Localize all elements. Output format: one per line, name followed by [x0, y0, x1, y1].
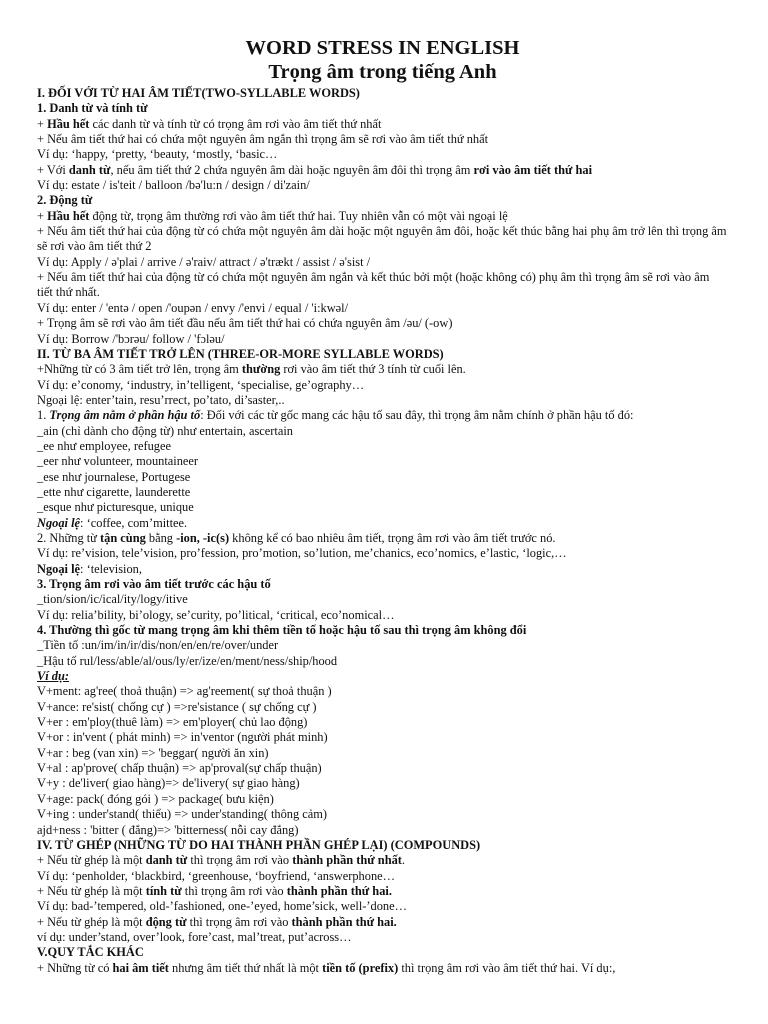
- example-line: ví dụ: under’stand, over’look, fore’cast, mal’treat, put’across…: [37, 929, 352, 944]
- section-heading-two-syllable: I. ĐỐI VỚI TỪ HAI ÂM TIẾT(TWO-SYLLABLE WORDS): [37, 86, 360, 100]
- suffix-list: _Hậu tố rul/less/able/al/ous/ly/er/ize/en/ment/ness/ship/hood: [37, 653, 338, 668]
- suffix-list: _tion/sion/ic/ical/ity/logy/itive: [37, 592, 188, 607]
- affix-example: V+al : ap'prove( chấp thuận) => ap'proval(sự chấp thuận): [37, 761, 322, 776]
- example-line: Ví dụ: ‘penholder, ‘blackbird, ‘greenhouse, ‘boyfriend, ‘answerphone…: [37, 868, 396, 883]
- example-line: Ví dụ: estate / is'teit / balloon /bə'lu:n / design / di'zain/: [37, 178, 310, 193]
- subheading-verbs: 2. Động từ: [37, 193, 93, 208]
- suffix-list-item: _esque như picturesque, unique: [37, 500, 194, 515]
- rule-line: 1. Trọng âm nằm ở phần hậu tố: Đối với các từ gốc mang các hậu tố sau đây, thì trọng âm nằm chính ở phần hậu tố đó:: [37, 408, 634, 423]
- rule-line: 2. Những từ tận cùng bằng -ion, -ic(s) không kể có bao nhiêu âm tiết, trọng âm rơi vào âm tiết trước nó.: [37, 530, 556, 545]
- example-line: Ví dụ: e’conomy, ‘industry, in’telligent, ‘specialise, ge’ography…: [37, 377, 365, 392]
- affix-example: V+ing : under'stand( thiểu) => under'standing( thông cảm): [37, 807, 328, 822]
- rule-heading-suffixes: 3. Trọng âm rơi vào âm tiết trước các hậu tố: [37, 577, 271, 591]
- affix-example: V+ar : beg (van xin) => 'beggar( người ăn xin): [37, 745, 269, 760]
- example-line: Ví dụ: bad-’tempered, old-’fashioned, one-’eyed, home’sick, well-’done…: [37, 899, 407, 914]
- rule-line: + Nếu từ ghép là một tính từ thì trọng âm rơi vào thành phần thứ hai.: [37, 883, 392, 898]
- document-subtitle: Trọng âm trong tiếng Anh: [268, 61, 497, 83]
- section-heading-other-rules: V.QUY TẮC KHÁC: [37, 945, 144, 960]
- suffix-list-item: _eer như volunteer, mountaineer: [37, 454, 199, 469]
- affix-example: V+ance: re'sist( chống cự ) =>re'sistance ( sự chống cự ): [37, 699, 317, 714]
- rule-line: + Nếu từ ghép là một danh từ thì trọng âm rơi vào thành phần thứ nhất.: [37, 853, 406, 868]
- affix-example: V+y : de'liver( giao hàng)=> de'livery( sự giao hàng): [37, 776, 300, 791]
- example-line: Ví dụ: relia’bility, bi’ology, se’curity, po’litical, ‘critical, eco’nomical…: [37, 607, 395, 622]
- exception-line: Ngoại lệ: enter’tain, resu’rrect, po’tato, di’saster,..: [37, 392, 285, 407]
- affix-example: V+er : em'ploy(thuê làm) => em'ployer( chủ lao động): [37, 715, 308, 730]
- rule-line: + Trọng âm sẽ rơi vào âm tiết đầu nếu âm tiết thứ hai có chứa nguyên âm /əu/ (-ow): [37, 316, 453, 331]
- subheading-nouns-adjectives: 1. Danh từ và tính từ: [37, 101, 148, 116]
- suffix-list-item: _ette như cigarette, launderette: [37, 484, 191, 499]
- example-line: Ví dụ: re’vision, tele’vision, pro’fession, pro’motion, so’lution, me’chanics, eco’nomics, e’lastic, ‘logic,…: [37, 546, 567, 561]
- exception-line: Ngoại lệ: ‘coffee, com’mittee.: [37, 515, 188, 530]
- affix-example: V+ment: ag'ree( thoả thuận) => ag'reement( sự thoả thuận ): [37, 684, 332, 699]
- document-title: WORD STRESS IN ENGLISH: [245, 37, 520, 59]
- section-heading-compounds: IV. TỪ GHÉP (NHỮNG TỪ DO HAI THÀNH PHẦN GHÉP LẠI) (COMPOUNDS): [37, 837, 481, 852]
- example-label: Ví dụ:: [37, 669, 70, 684]
- exception-line: Ngoại lệ: ‘television,: [37, 561, 142, 576]
- prefix-list: _Tiền tố :un/im/in/ir/dis/non/en/en/re/over/under: [37, 638, 279, 653]
- rule-line: + Hầu hết các danh từ và tính từ có trọng âm rơi vào âm tiết thứ nhất: [37, 116, 382, 131]
- example-line: Ví dụ: enter / 'entə / open /'oupən / envy /'envi / equal / 'i:kwəl/: [37, 300, 349, 315]
- example-line: Ví dụ: Borrow /'bɔrəu/ follow / 'fɔləu/: [37, 331, 225, 346]
- affix-example: ajd+ness : 'bitter ( đắng)=> 'bitterness( nỗi cay đắng): [37, 822, 299, 837]
- affix-example: V+age: pack( đóng gói ) => package( bưu kiện): [37, 791, 274, 806]
- rule-line: + Hầu hết động từ, trọng âm thường rơi vào âm tiết thứ hai. Tuy nhiên vẫn có một vài ngoại lệ: [37, 208, 508, 223]
- rule-line: +Những từ có 3 âm tiết trở lên, trọng âm thường rơi vào âm tiết thứ 3 tính từ cuối lên.: [37, 362, 466, 377]
- suffix-list-item: _ese như journalese, Portugese: [37, 469, 191, 484]
- rule-line: + Với danh từ, nếu âm tiết thứ 2 chứa nguyên âm dài hoặc nguyên âm đôi thì trọng âm rơi vào âm tiết thứ hai: [37, 162, 593, 177]
- suffix-list-item: _ee như employee, refugee: [37, 438, 171, 453]
- section-heading-three-syllable: II. TỪ BA ÂM TIẾT TRỞ LÊN (THREE-OR-MORE SYLLABLE WORDS): [37, 346, 444, 361]
- rule-paragraph: + Nếu âm tiết thứ hai của động từ có chứa một nguyên âm ngắn và kết thúc bởi một (hoặc không có) phụ âm thì trọng âm sẽ rơi vào âm tiết thứ nhất.: [37, 270, 710, 300]
- example-line: Ví dụ: ‘happy, ‘pretty, ‘beauty, ‘mostly, ‘basic…: [37, 147, 278, 162]
- affix-example: V+or : in'vent ( phát minh) => in'ventor (người phát minh): [37, 730, 328, 745]
- rule-paragraph: + Nếu âm tiết thứ hai của động từ có chứa một nguyên âm dài hoặc một nguyên âm đôi, hoặc kết thúc bằng hai phụ âm trở lên thì trọng âm sẽ rơi vào âm tiết thứ 2: [37, 224, 727, 254]
- rule-line: + Những từ có hai âm tiết nhưng âm tiết thứ nhất là một tiền tố (prefix) thì trọng âm rơi vào âm tiết thứ hai. Ví dụ:,: [37, 960, 616, 975]
- rule-line: + Nếu âm tiết thứ hai có chứa một nguyên âm ngắn thì trọng âm sẽ rơi vào âm tiết thứ nhất: [37, 132, 489, 147]
- suffix-list-item: _ain (chỉ dành cho động từ) như entertain, ascertain: [37, 423, 293, 438]
- rule-line: + Nếu từ ghép là một động từ thì trọng âm rơi vào thành phần thứ hai.: [37, 914, 397, 929]
- example-line: Ví dụ: Apply / ə'plai / arrive / ə'raiv/ attract / ə'trækt / assist / ə'sist /: [37, 254, 371, 269]
- rule-heading-affixes: 4. Thường thì gốc từ mang trọng âm khi thêm tiền tố hoặc hậu tố sau thì trọng âm không đổi: [37, 623, 527, 638]
